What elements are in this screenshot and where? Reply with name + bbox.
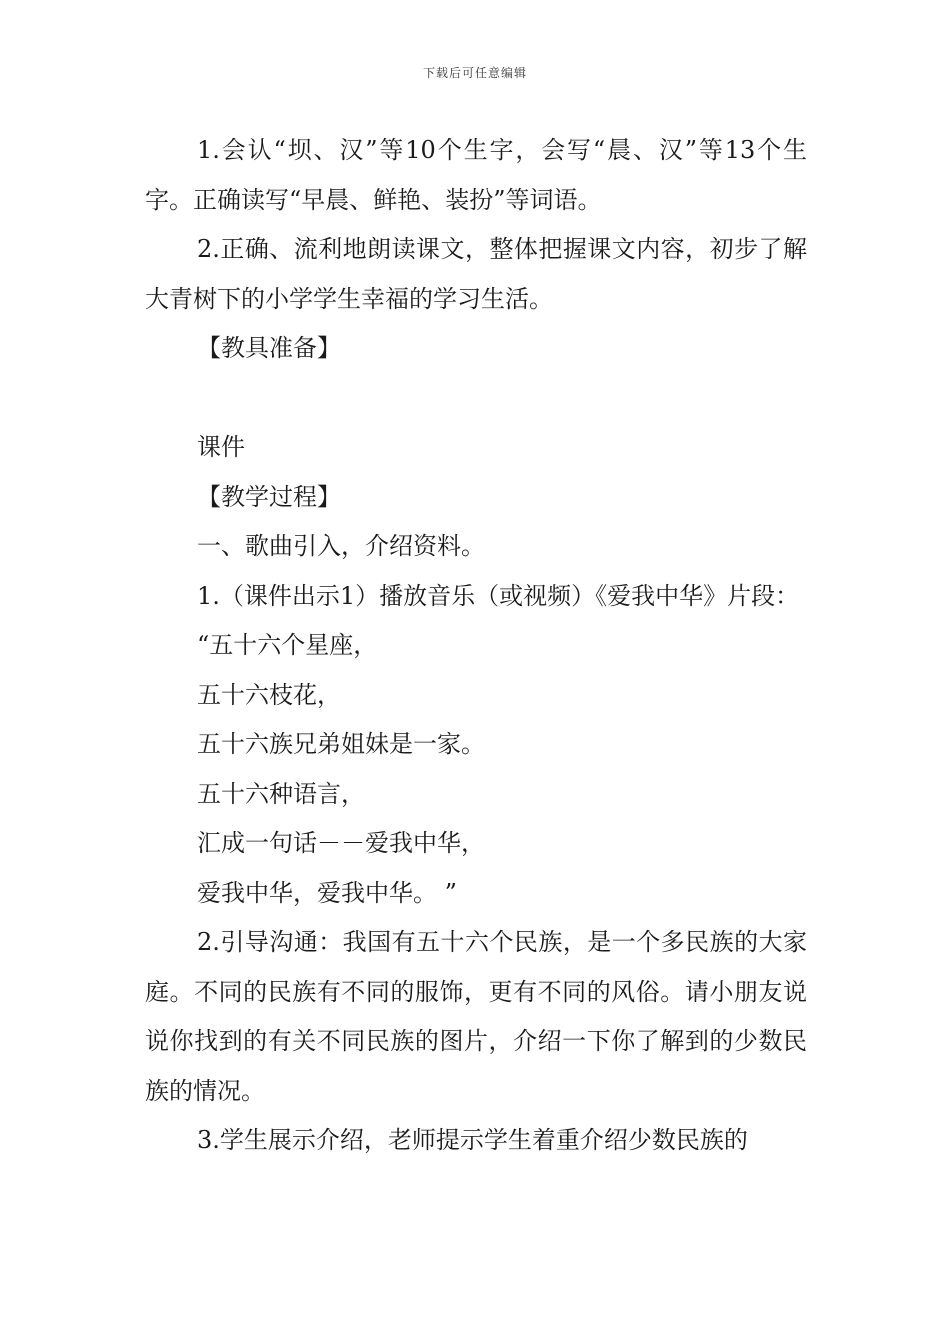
lyric-line-5: 汇成一句话－－爱我中华， — [197, 829, 485, 857]
step-1-2: 2.引导沟通：我国有五十六个民族，是一个多民族的大家庭。不同的民族有不同的服饰，更有不同的风俗。请小朋友说说你找到的有关不同民族的图片，介绍一下你了解到的少数民族的情况。 — [145, 928, 807, 1105]
step-1-1: 1.（课件出示1）播放音乐（或视频）《爱我中华》片段： — [197, 581, 800, 610]
section-heading-materials: 【教具准备】 — [197, 334, 341, 362]
lyric-line-3: 五十六族兄弟姐妹是一家。 — [197, 730, 485, 758]
objective-1: 1.会认“坝、汉”等10个生字，会写“晨、汉”等13个生字。正确读写“早晨、鲜艳、装扮”等词语。 — [145, 136, 807, 214]
section-heading-process: 【教学过程】 — [197, 482, 341, 511]
blank-line — [145, 374, 807, 424]
lyric-line-1: “五十六个星座， — [197, 631, 378, 659]
document-body — [145, 126, 807, 1166]
lyric-line-4: 五十六种语言， — [197, 779, 365, 808]
page-header: 下载后可任意编辑 — [422, 66, 527, 80]
lyric-line-2: 五十六枝花， — [197, 680, 341, 709]
lyric-line-6: 爱我中华，爱我中华。 ” — [197, 878, 457, 907]
objective-2: 2.正确、流利地朗读课文，整体把握课文内容，初步了解大青树下的小学学生幸福的学习生活。 — [145, 235, 807, 313]
materials-text: 课件 — [197, 433, 245, 461]
step-1-3: 3.学生展示介绍，老师提示学生着重介绍少数民族的 — [197, 1126, 748, 1154]
step-heading-1: 一、歌曲引入，介绍资料。 — [197, 532, 485, 560]
